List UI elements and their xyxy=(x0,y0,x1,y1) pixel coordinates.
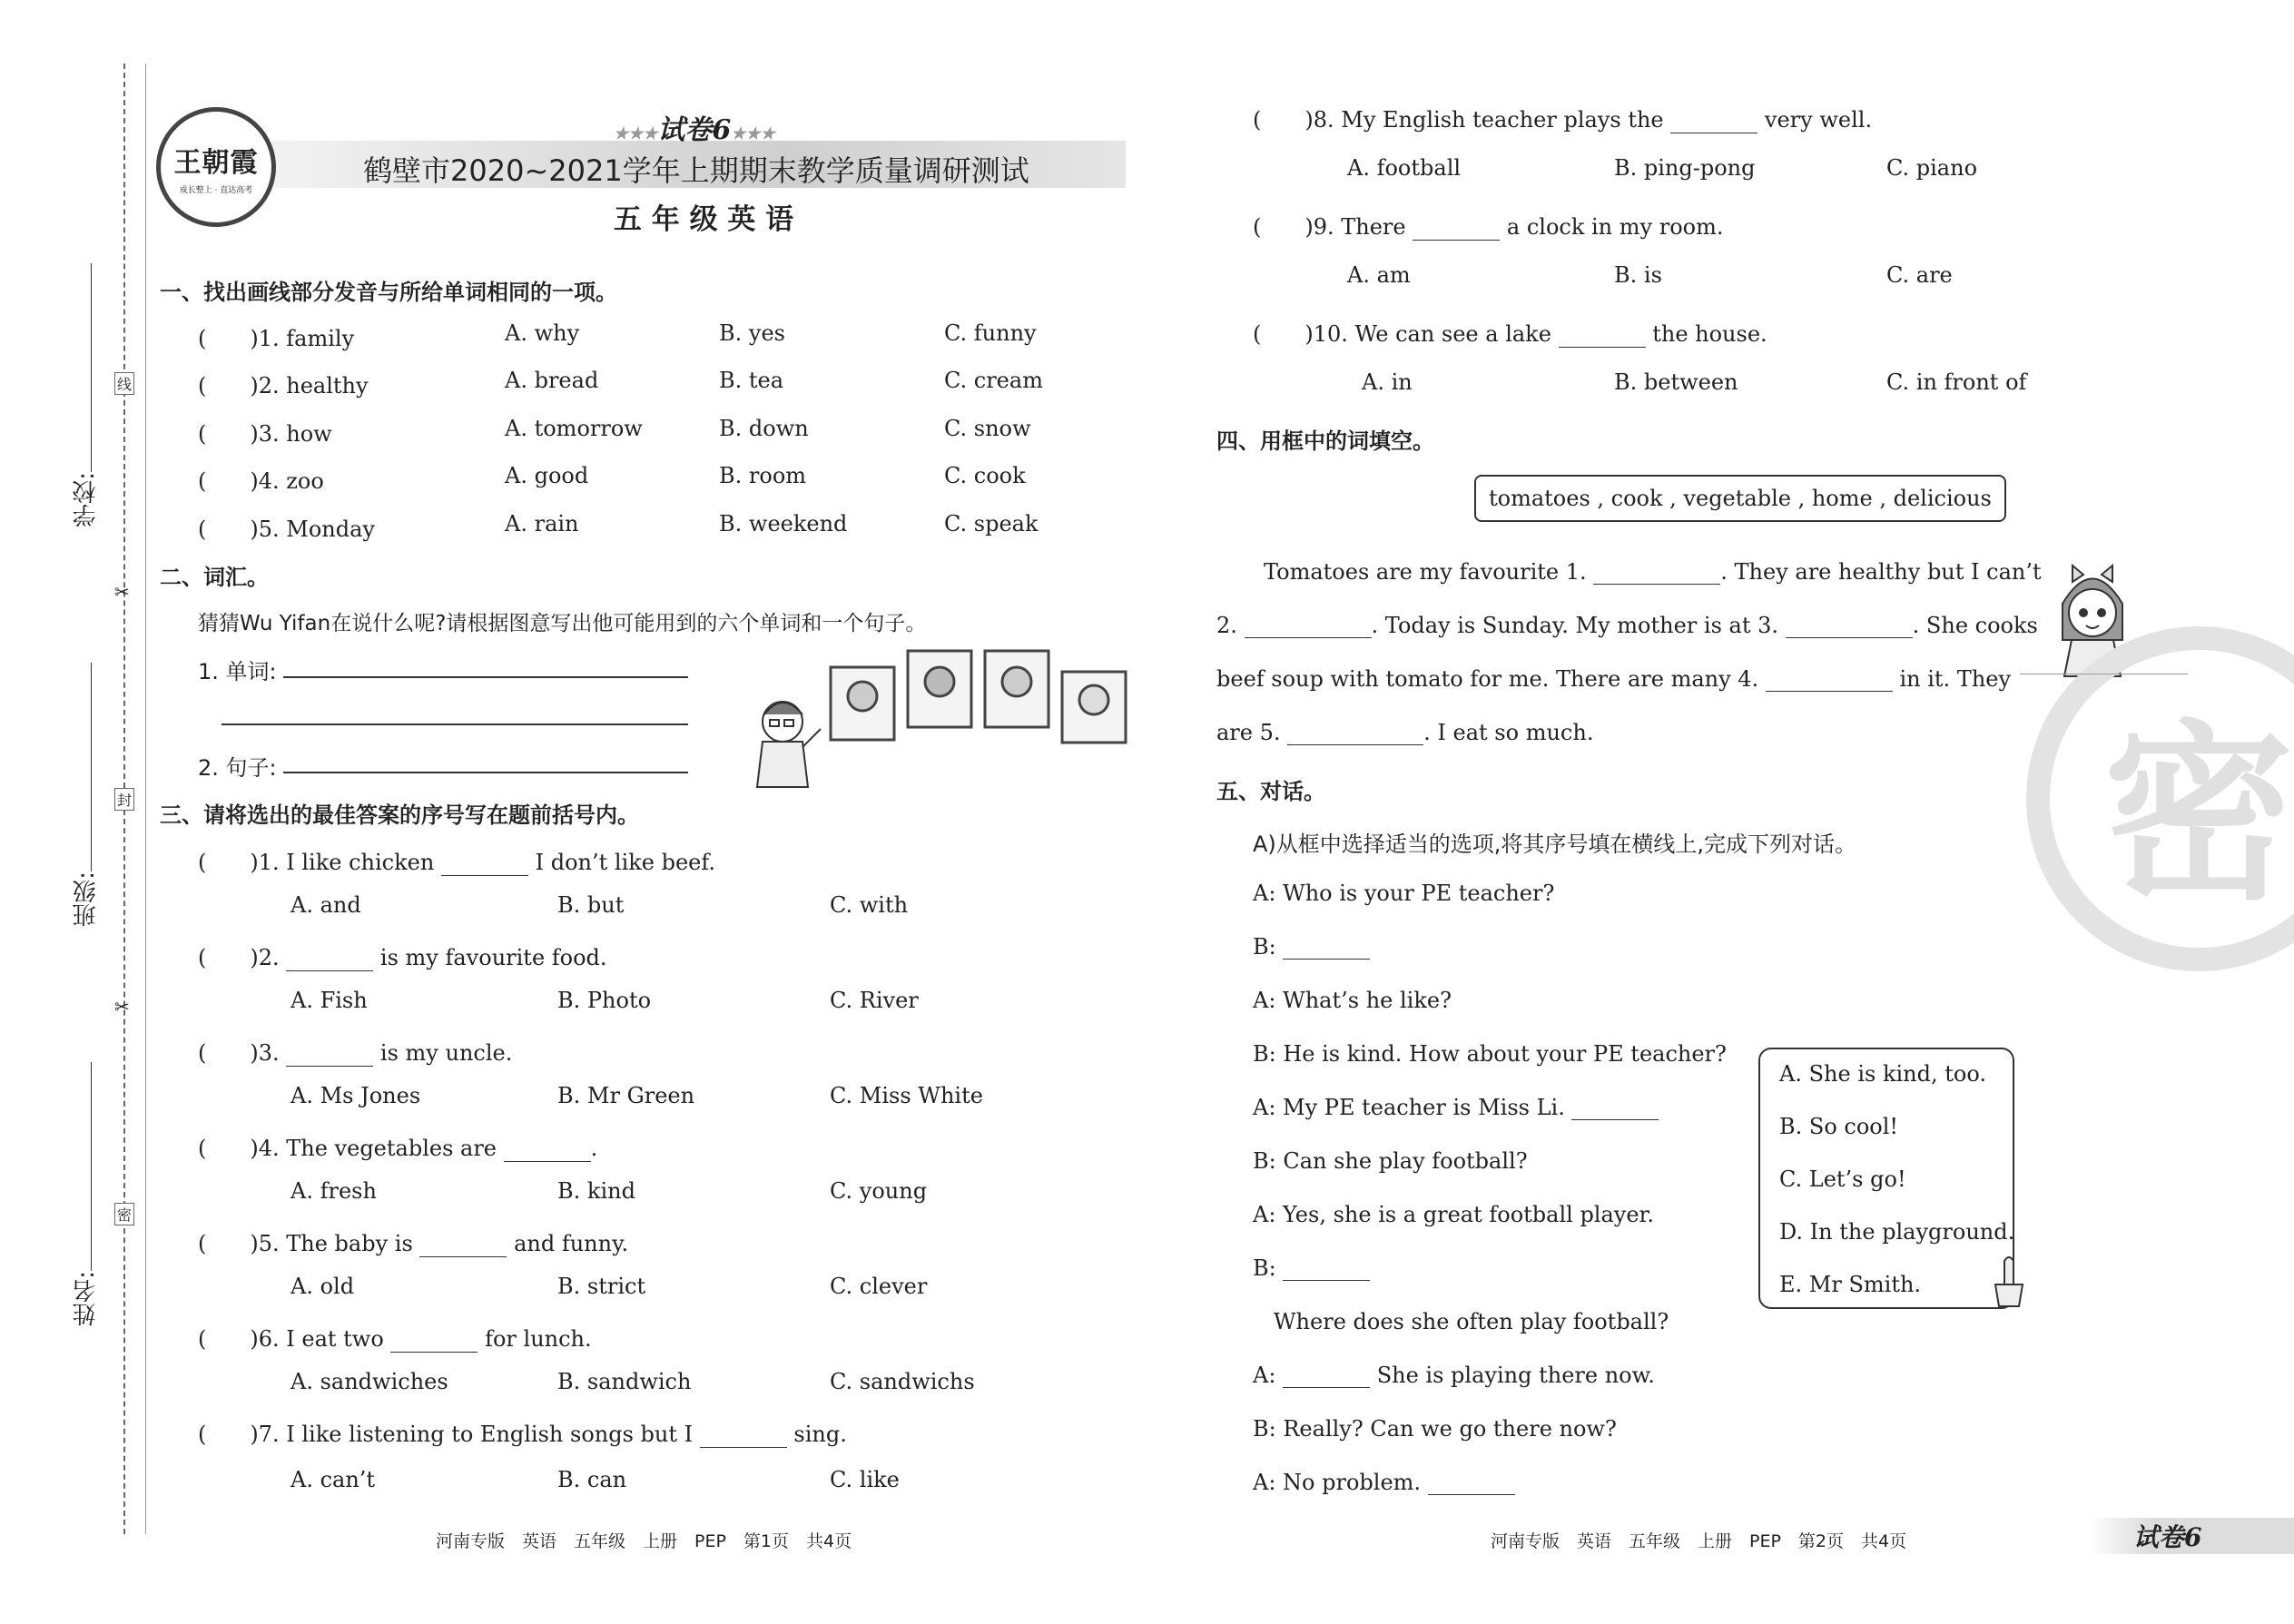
option-a: A. and xyxy=(290,892,361,918)
section3-q8: ( )8. My English teacher plays the very well. xyxy=(1253,107,1873,133)
cloze-line-3: beef soup with tomato for me. There are many 4. in it. They xyxy=(1216,666,2012,692)
dialog-option: C. Let’s go! xyxy=(1779,1166,1906,1192)
cloze-blank-3[interactable] xyxy=(1786,615,1913,638)
option-c: C. clever xyxy=(830,1274,928,1299)
option-c: C. funny xyxy=(944,320,1037,346)
option-c: C. Miss White xyxy=(830,1083,983,1108)
star-icon: ★★★ xyxy=(614,124,658,143)
option-b: B. tea xyxy=(719,368,784,393)
option-a: A. sandwiches xyxy=(290,1369,448,1394)
boy-figure-icon xyxy=(757,702,821,787)
option-a: A. why xyxy=(505,320,580,346)
footer-left: 河南专版 英语 五年级 上册 PEP 第1页 共4页 xyxy=(436,1531,852,1551)
dialog-line: B: xyxy=(1253,934,1370,960)
cloze-line-2: 2. . Today is Sunday. My mother is at 3. . She cooks xyxy=(1216,613,2038,638)
option-b: B. weekend xyxy=(719,511,848,536)
option-b: B. sandwich xyxy=(557,1369,692,1394)
school-label: 学校: xyxy=(73,472,100,527)
option-c: C. speak xyxy=(944,511,1039,536)
section2-prompt: 猜猜Wu Yifan在说什么呢?请根据图意写出他可能用到的六个单词和一个句子。 xyxy=(198,612,927,635)
cloze-blank-4[interactable] xyxy=(1766,669,1893,692)
dialog-line: B: Can she play football? xyxy=(1253,1148,1528,1174)
star-icon: ★★★ xyxy=(731,124,775,143)
class-field[interactable] xyxy=(91,663,92,871)
answer-blank[interactable] xyxy=(419,1235,507,1257)
dialog-line: A: She is playing there now. xyxy=(1253,1363,1655,1388)
section4-title: 四、用框中的词填空。 xyxy=(1216,428,1434,454)
line-mark-mi: 密 xyxy=(114,1203,134,1225)
logo-small-text: 成长整上 · 直达高考 xyxy=(179,185,253,195)
answer-blank[interactable] xyxy=(286,949,373,971)
option-c: C. cream xyxy=(944,368,1043,393)
option-c: C. like xyxy=(830,1467,900,1492)
word-box: tomatoes , cook , vegetable , home , delicious xyxy=(1474,475,2006,522)
dialog-option: A. She is kind, too. xyxy=(1779,1061,1986,1087)
section3-title: 三、请将选出的最佳答案的序号写在题前括号内。 xyxy=(160,802,639,828)
answer-blank[interactable] xyxy=(1559,325,1646,348)
section1-title: 一、找出画线部分发音与所给单词相同的一项。 xyxy=(160,280,617,305)
logo-badge xyxy=(156,107,276,227)
option-b: B. down xyxy=(719,416,809,441)
dialog-line: B: He is kind. How about your PE teacher? xyxy=(1253,1041,1727,1067)
answer-blank[interactable] xyxy=(286,1044,373,1067)
answer-blank[interactable] xyxy=(390,1330,478,1353)
logo-text: 王朝霞 xyxy=(173,146,259,179)
words-label: 1. 单词: xyxy=(198,659,277,684)
section3-q3: ( )3. is my uncle. xyxy=(198,1040,513,1066)
section3-q6: ( )6. I eat two for lunch. xyxy=(198,1326,592,1352)
dialog-blank[interactable] xyxy=(1283,1258,1370,1281)
section3-q10: ( )10. We can see a lake the house. xyxy=(1253,321,1767,347)
option-c: C. in front of xyxy=(1886,369,2027,395)
binding-margin xyxy=(0,0,136,1624)
section1-q3: ( )3. how xyxy=(198,421,332,447)
option-a: A. can’t xyxy=(290,1467,376,1492)
section3-q5: ( )5. The baby is and funny. xyxy=(198,1231,629,1256)
dialog-blank[interactable] xyxy=(1428,1472,1515,1495)
dialog-line: A: My PE teacher is Miss Li. xyxy=(1253,1095,1659,1120)
page-title: 鹤壁市2020~2021学年上期期末教学质量调研测试 xyxy=(363,153,1029,188)
portrait-frame-icon xyxy=(985,651,1049,727)
dialog-blank[interactable] xyxy=(1571,1097,1659,1120)
sentence-answer-line[interactable] xyxy=(283,772,688,773)
answer-blank[interactable] xyxy=(1413,218,1500,241)
option-c: C. are xyxy=(1886,262,1953,288)
portrait-frame-icon xyxy=(831,667,894,740)
paper-tag: ★★★试卷6★★★ xyxy=(614,114,775,146)
option-b: B. room xyxy=(719,463,807,488)
dialog-line: B: xyxy=(1253,1255,1370,1281)
words-answer-line-2[interactable] xyxy=(222,723,688,725)
option-a: A. old xyxy=(290,1274,355,1299)
option-a: A. bread xyxy=(505,368,599,393)
dialog-line: Where does she often play football? xyxy=(1253,1309,1669,1334)
dialog-line: B: Really? Can we go there now? xyxy=(1253,1416,1617,1442)
scissor-icon: ✂ xyxy=(114,581,130,603)
option-c: C. young xyxy=(830,1178,928,1204)
option-b: B. can xyxy=(557,1467,627,1492)
dialog-option: D. In the playground. xyxy=(1779,1219,2015,1245)
option-b: B. Photo xyxy=(557,988,652,1013)
dialog-line: A: No problem. xyxy=(1253,1470,1515,1495)
seal-stamp: 密 xyxy=(2026,626,2294,971)
answer-blank[interactable] xyxy=(504,1139,591,1162)
section1-q2: ( )2. healthy xyxy=(198,373,369,399)
portrait-frame-icon xyxy=(908,651,971,727)
option-c: C. cook xyxy=(944,463,1026,488)
section5-instruction: A)从框中选择适当的选项,将其序号填在横线上,完成下列对话。 xyxy=(1253,832,1857,857)
dialog-line: A: Yes, she is a great football player. xyxy=(1253,1202,1655,1227)
footer-right: 河南专版 英语 五年级 上册 PEP 第2页 共4页 xyxy=(1491,1531,1907,1551)
section3-q7: ( )7. I like listening to English songs but I sing. xyxy=(198,1422,847,1447)
page-subtitle: 五 年 级 英 语 xyxy=(614,203,794,236)
option-c: C. piano xyxy=(1886,155,1978,181)
option-c: C. snow xyxy=(944,416,1031,441)
vocabulary-picture xyxy=(744,640,1144,803)
section2-title: 二、词汇。 xyxy=(160,565,269,590)
name-field[interactable] xyxy=(91,1062,92,1271)
cloze-blank-5[interactable] xyxy=(1287,723,1423,745)
option-b: B. strict xyxy=(557,1274,646,1299)
class-label: 班级: xyxy=(73,871,100,927)
dialog-option: E. Mr Smith. xyxy=(1779,1272,1922,1297)
cloze-blank-1[interactable] xyxy=(1593,562,1720,585)
section3-q2: ( )2. is my favourite food. xyxy=(198,945,607,970)
portrait-frame-icon xyxy=(1062,672,1126,743)
option-b: B. Mr Green xyxy=(557,1083,695,1108)
scissor-icon: ✂ xyxy=(114,996,130,1018)
option-b: B. ping-pong xyxy=(1614,155,1756,181)
section3-q4: ( )4. The vegetables are . xyxy=(198,1136,598,1161)
dialog-line: A: What’s he like? xyxy=(1253,988,1452,1013)
dialog-blank[interactable] xyxy=(1283,1365,1370,1388)
answer-blank[interactable] xyxy=(1670,111,1757,133)
option-b: B. kind xyxy=(557,1178,635,1204)
option-a: A. football xyxy=(1347,155,1462,181)
dialog-option: B. So cool! xyxy=(1779,1114,1899,1139)
option-b: B. but xyxy=(557,892,625,918)
dialog-blank[interactable] xyxy=(1283,937,1370,960)
sentence-label: 2. 句子: xyxy=(198,755,277,781)
option-a: A. good xyxy=(505,463,589,488)
section1-q1: ( )1. family xyxy=(198,326,355,351)
option-b: B. is xyxy=(1614,262,1662,288)
section3-q9: ( )9. There a clock in my room. xyxy=(1253,214,1724,240)
option-a: A. rain xyxy=(505,511,579,536)
option-b: B. between xyxy=(1614,369,1738,395)
line-mark-feng: 封 xyxy=(114,788,134,811)
cloze-line-4: are 5. . I eat so much. xyxy=(1216,720,1594,745)
option-c: C. River xyxy=(830,988,919,1013)
line-mark-xian: 线 xyxy=(114,372,134,395)
footer-tag: 试卷6 xyxy=(2133,1522,2202,1552)
cactus-pot-icon xyxy=(1988,1248,2030,1308)
answer-blank[interactable] xyxy=(441,853,528,876)
option-a: A. fresh xyxy=(290,1178,377,1204)
section1-q4: ( )4. zoo xyxy=(198,468,324,494)
section5-title: 五、对话。 xyxy=(1216,779,1325,804)
option-a: A. tomorrow xyxy=(505,416,643,441)
option-c: C. with xyxy=(830,892,909,918)
section3-q1: ( )1. I like chicken I don’t like beef. xyxy=(198,850,716,875)
cloze-line-1: Tomatoes are my favourite 1. . They are healthy but I can’t xyxy=(1264,559,2042,585)
words-answer-line[interactable] xyxy=(283,676,688,678)
option-b: B. yes xyxy=(719,320,785,346)
option-a: A. am xyxy=(1347,262,1411,288)
option-a: A. Fish xyxy=(290,988,368,1013)
name-label: 姓名: xyxy=(73,1271,100,1326)
option-c: C. sandwichs xyxy=(830,1369,975,1394)
solid-margin-line xyxy=(145,64,146,1534)
section1-q5: ( )5. Monday xyxy=(198,517,375,542)
dialog-line: A: Who is your PE teacher? xyxy=(1253,881,1555,906)
answer-blank[interactable] xyxy=(700,1425,787,1448)
school-field[interactable] xyxy=(91,263,92,472)
option-a: A. in xyxy=(1362,369,1413,395)
option-a: A. Ms Jones xyxy=(290,1083,421,1108)
cloze-blank-2[interactable] xyxy=(1245,615,1372,638)
